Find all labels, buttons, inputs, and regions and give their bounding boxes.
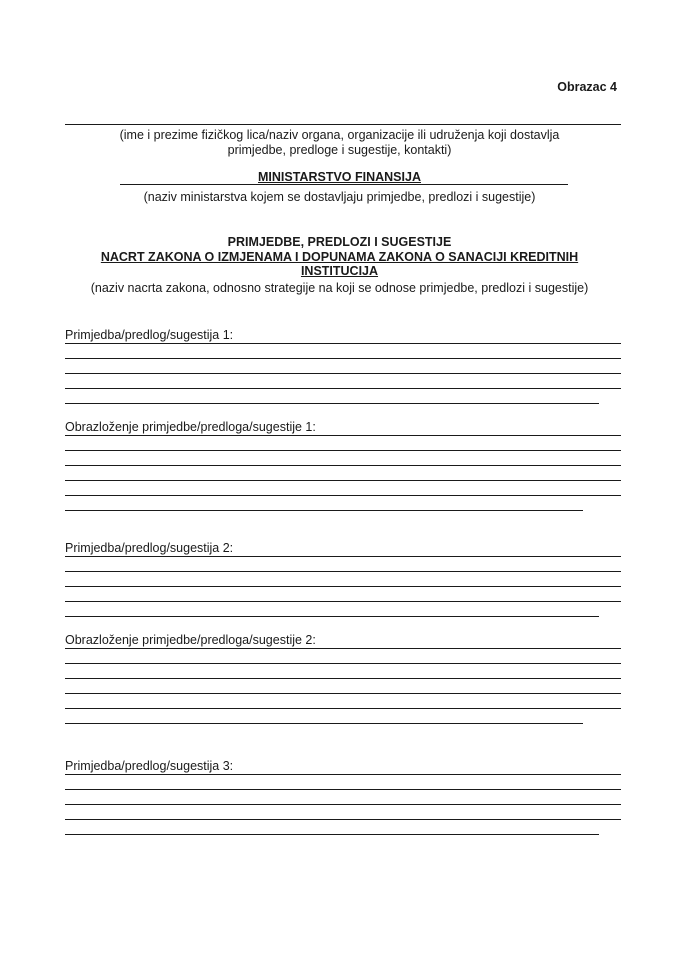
comment-2-line-2[interactable] xyxy=(65,571,621,572)
justification-2-label: Obrazloženje primjedbe/predloga/sugestije 2: xyxy=(65,633,316,647)
law-name-line2: INSTITUCIJA xyxy=(300,264,379,278)
justification-1-line-3[interactable] xyxy=(65,465,621,466)
comment-3-line-5[interactable] xyxy=(65,834,599,835)
comment-1-line-3[interactable] xyxy=(65,373,621,374)
comment-2-line-3[interactable] xyxy=(65,586,621,587)
justification-2-line-1[interactable] xyxy=(65,648,621,649)
justification-1-line-1[interactable] xyxy=(65,435,621,436)
law-caption: (naziv nacrta zakona, odnosno strategije na koji se odnose primjedbe, predlozi i sugestije) xyxy=(90,281,589,295)
sender-caption-line2: primjedbe, predloge i sugestije, kontakti) xyxy=(227,143,452,157)
sender-caption-line1: (ime i prezime fizičkog lica/naziv organa, organizacije ili udruženja koji dostavlja xyxy=(119,128,560,142)
form-number: Obrazac 4 xyxy=(557,80,617,94)
comment-3-line-4[interactable] xyxy=(65,819,621,820)
sender-input-line[interactable] xyxy=(65,124,621,125)
justification-1-line-6[interactable] xyxy=(65,510,583,511)
comment-2-line-1[interactable] xyxy=(65,556,621,557)
justification-1-line-2[interactable] xyxy=(65,450,621,451)
ministry-caption: (naziv ministarstva kojem se dostavljaju primjedbe, predlozi i sugestije) xyxy=(143,190,536,204)
justification-1-line-5[interactable] xyxy=(65,495,621,496)
justification-2-line-2[interactable] xyxy=(65,663,621,664)
comment-1-label: Primjedba/predlog/sugestija 1: xyxy=(65,328,234,342)
comment-2-label: Primjedba/predlog/sugestija 2: xyxy=(65,541,234,555)
law-name-line1: NACRT ZAKONA O IZMJENAMA I DOPUNAMA ZAKONA O SANACIJI KREDITNIH xyxy=(100,250,579,264)
comment-3-line-1[interactable] xyxy=(65,774,621,775)
justification-2-line-6[interactable] xyxy=(65,723,583,724)
justification-2-line-3[interactable] xyxy=(65,678,621,679)
comment-1-line-2[interactable] xyxy=(65,358,621,359)
comment-1-line-5[interactable] xyxy=(65,403,599,404)
comment-3-label: Primjedba/predlog/sugestija 3: xyxy=(65,759,234,773)
document-title: PRIMJEDBE, PREDLOZI I SUGESTIJE xyxy=(227,235,452,249)
comment-2-line-4[interactable] xyxy=(65,601,621,602)
justification-2-line-4[interactable] xyxy=(65,693,621,694)
comment-2-line-5[interactable] xyxy=(65,616,599,617)
justification-1-line-4[interactable] xyxy=(65,480,621,481)
justification-2-line-5[interactable] xyxy=(65,708,621,709)
comment-3-line-2[interactable] xyxy=(65,789,621,790)
comment-3-line-3[interactable] xyxy=(65,804,621,805)
ministry-name: MINISTARSTVO FINANSIJA xyxy=(258,170,421,184)
comment-1-line-4[interactable] xyxy=(65,388,621,389)
comment-1-line-1[interactable] xyxy=(65,343,621,344)
justification-1-label: Obrazloženje primjedbe/predloga/sugestije 1: xyxy=(65,420,316,434)
